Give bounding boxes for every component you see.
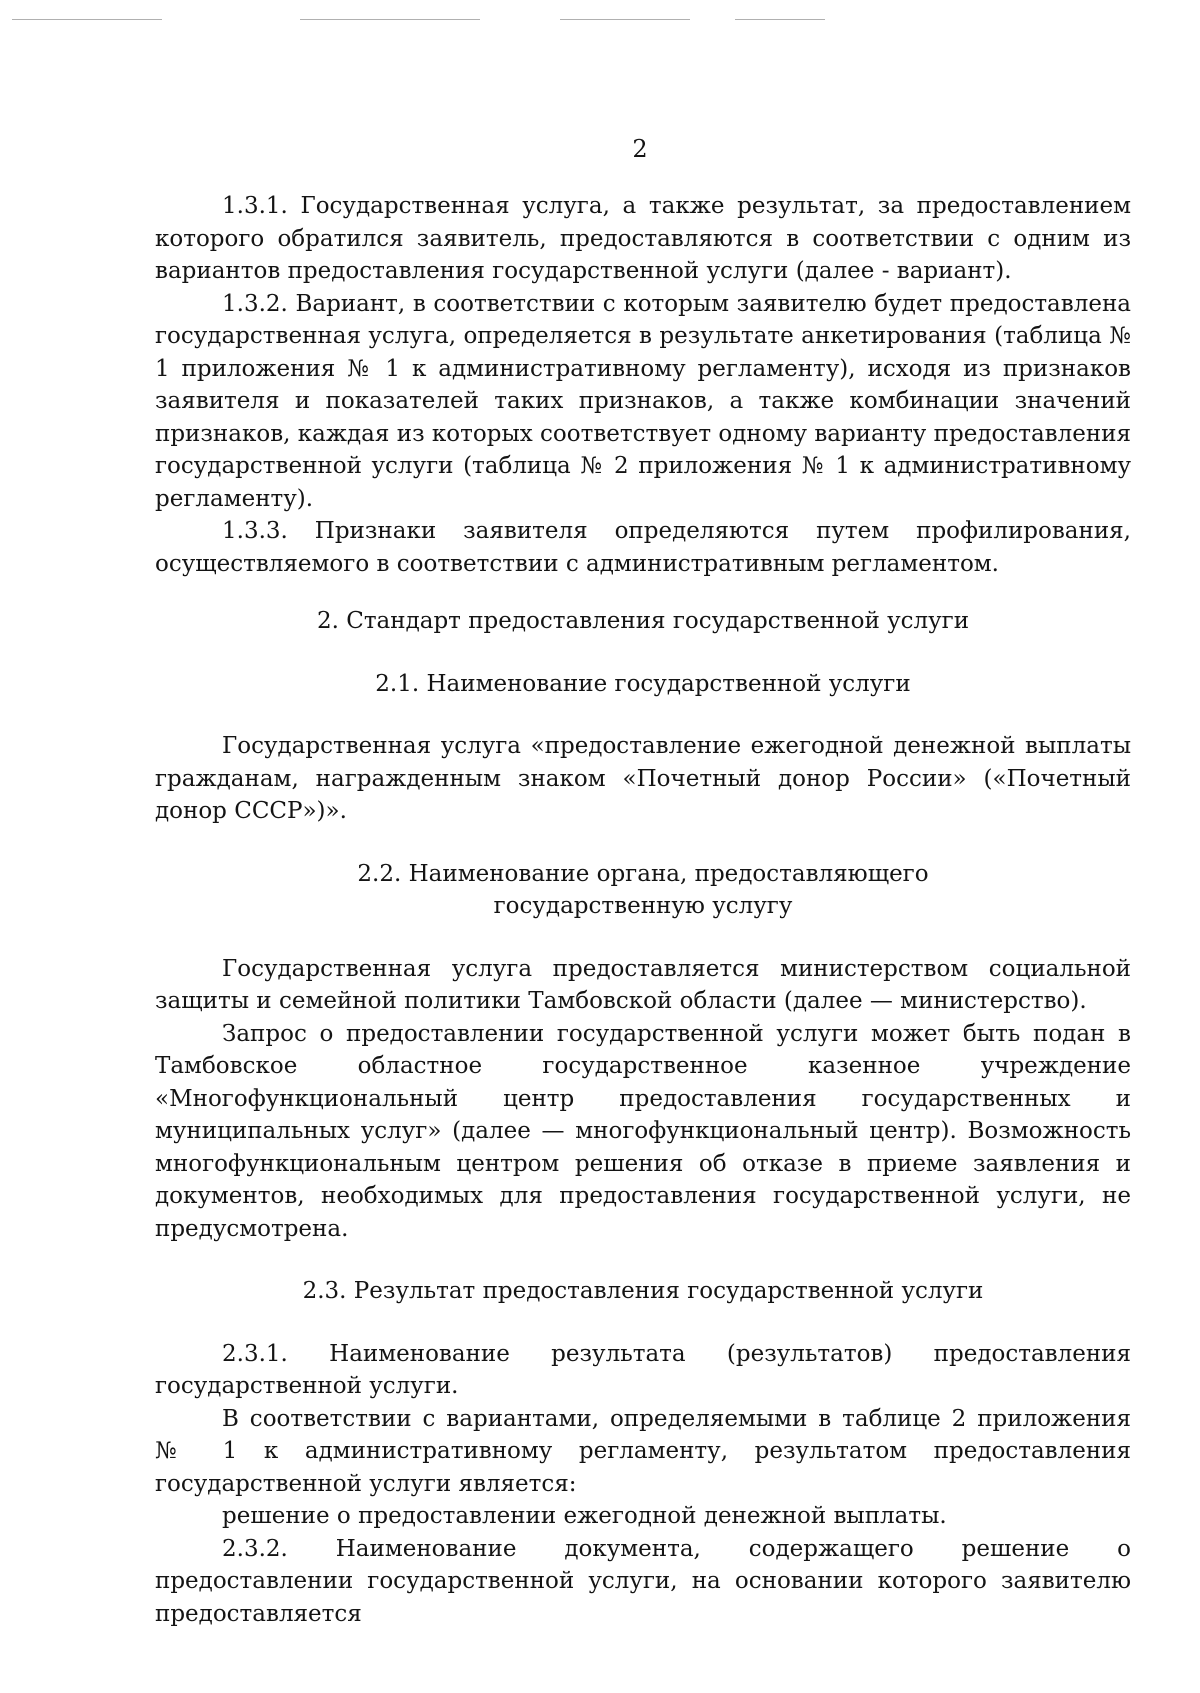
paragraph-2-3-1-result: решение о предоставлении ежегодной денежной выплаты. [222, 1503, 947, 1529]
page-number: 2 [632, 135, 648, 163]
section-heading-2-1: 2.1. Наименование государственной услуги [375, 670, 911, 697]
paragraph-2-3-1: 2.3.1. Наименование результата (результатов) предоставления государственной услуги. [155, 1340, 1131, 1399]
scan-artifact-line [300, 19, 480, 20]
paragraph-2-2-text-1: Государственная услуга предоставляется министерством социальной защиты и семейной политики Тамбовской области (далее — министерство). [155, 955, 1131, 1014]
paragraph-1-3-1: 1.3.1. Государственная услуга, а также результат, за предоставлением которого обратился заявитель, предоставляются в соответствии с одним из вариантов предоставления государственной услуги (далее - вариант). [155, 193, 1131, 284]
paragraph-2-1-text: Государственная услуга «предоставление ежегодной денежной выплаты гражданам, награжденным знаком «Почетный донор России» («Почетный донор СССР»)». [155, 733, 1131, 824]
section-heading-2: 2. Стандарт предоставления государственной услуги [316, 608, 970, 634]
scan-artifact-line [12, 19, 162, 20]
paragraph-1-3-3: 1.3.3. Признаки заявителя определяются путем профилирования, осуществляемого в соответствии с административным регламентом. [155, 518, 1131, 577]
paragraph-2-3-2: 2.3.2. Наименование документа, содержащего решение о предоставлении государственной услуги, на основании которого заявителю предоставляется [155, 1535, 1131, 1627]
paragraph-2-3-1-variants: В соответствии с вариантами, определяемыми в таблице 2 приложения № 1 к административному регламенту, результатом предоставления государственной услуги является: [155, 1405, 1131, 1497]
paragraph-1-3-2: 1.3.2. Вариант, в соответствии с которым заявителю будет предоставлена государственная услуга, определяется в результате анкетирования (таблица № 1 приложения № 1 к административному регламенту), исходя из признаков заявителя и показателей таких признаков, а также комбинации значений признаков, каждая из которых соответствует одному варианту предоставления государственной услуги (таблица № 2 приложения № 1 к административному регламенту). [155, 290, 1131, 512]
scan-artifact-line [560, 19, 690, 20]
document-body [155, 190, 1131, 1630]
paragraph-2-2-text-2: Запрос о предоставлении государственной услуги может быть подан в Тамбовское областное государственное казенное учреждение «Многофункциональный центр предоставления государственных и муниципальных услуг» (далее — многофункциональный центр). Возможность многофункциональным центром решения об отказе в приеме заявления и документов, необходимых для предоставления государственной услуги, не предусмотрена. [155, 1020, 1131, 1242]
section-heading-2-2: 2.2. Наименование органа, предоставляющего государственную услугу [357, 860, 929, 919]
scan-artifact-line [735, 19, 825, 20]
section-heading-2-3: 2.3. Результат предоставления государственной услуги [302, 1278, 984, 1304]
